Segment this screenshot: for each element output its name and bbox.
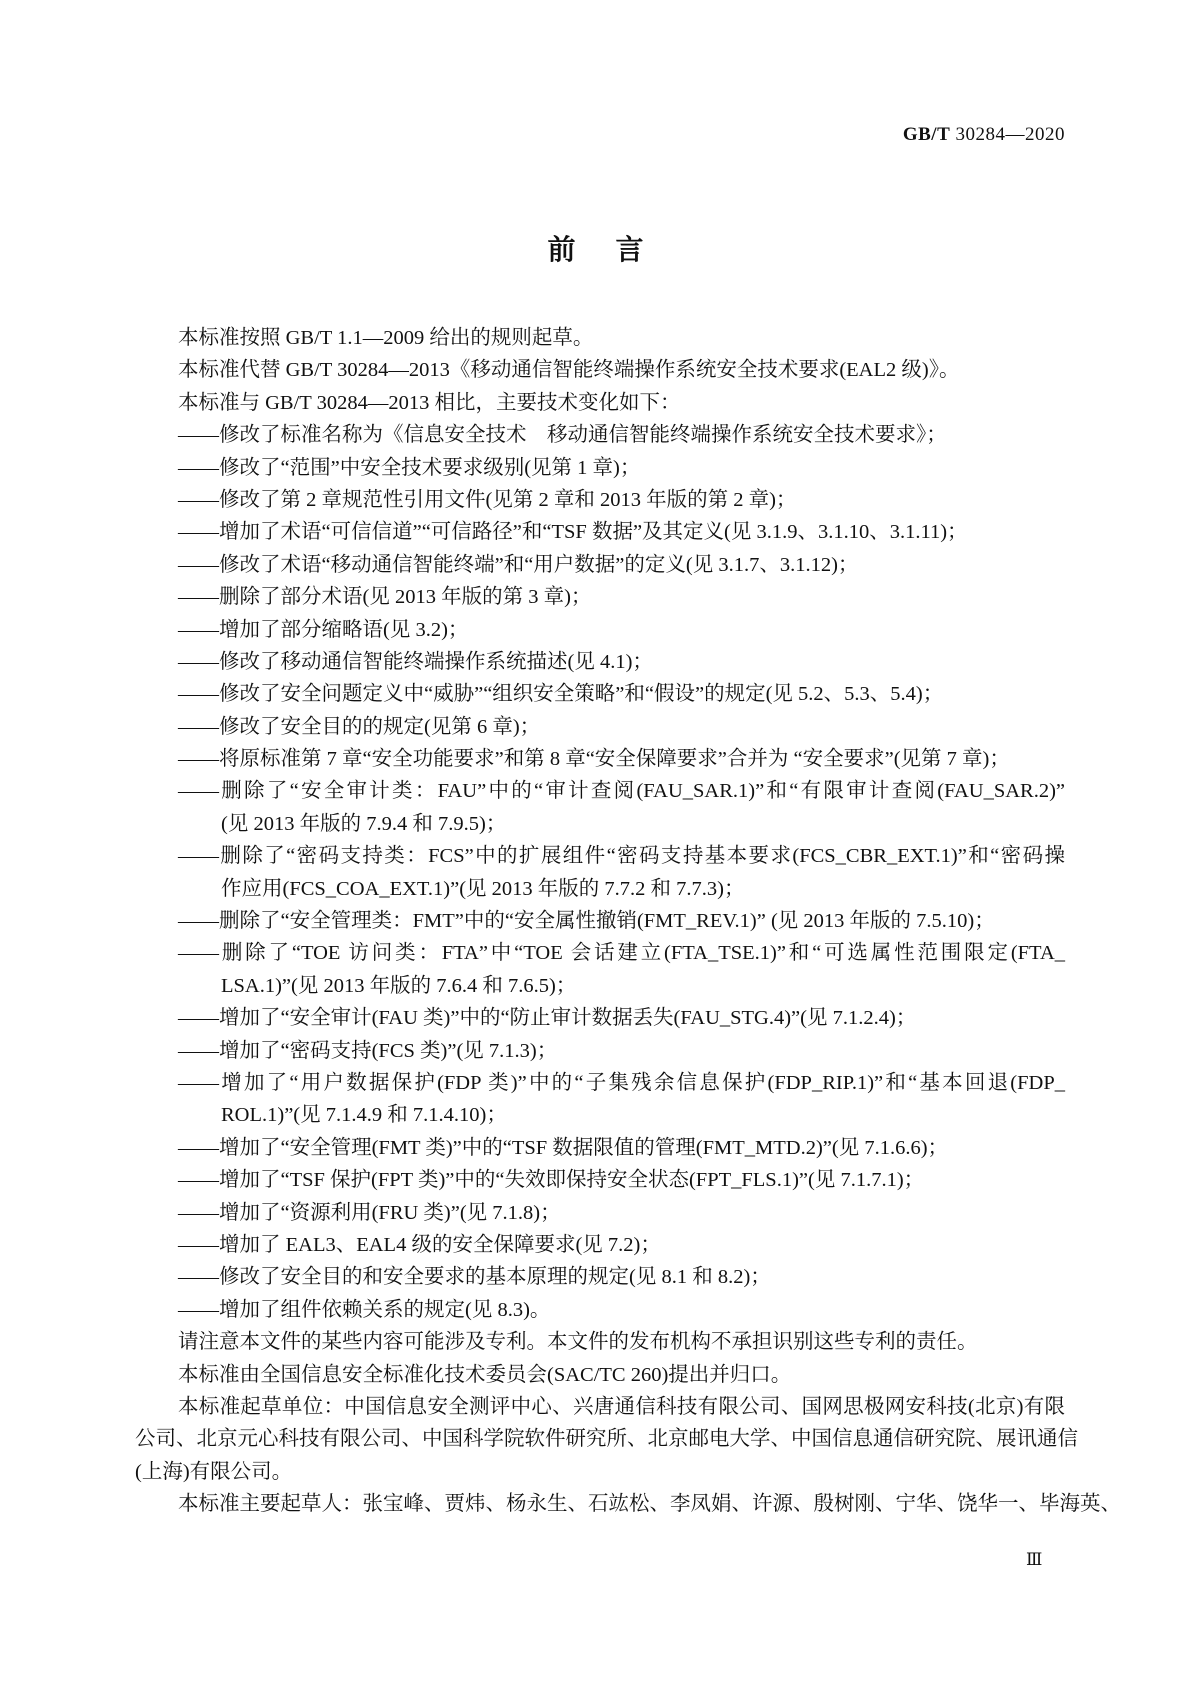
text-line: (见 2013 年版的 7.9.4 和 7.9.5)； <box>221 812 507 835</box>
text-line: ——增加了术语“可信信道”“可信路径”和“TSF 数据”及其定义(见 3.1.9、3.1.10、3.1.11)； <box>178 521 968 544</box>
change-list-item <box>135 1067 1065 1132</box>
change-list-item <box>135 840 1065 905</box>
text-line: ——增加了 EAL3、EAL4 级的安全保障要求(见 7.2)； <box>178 1233 661 1256</box>
foreword-body <box>135 322 1121 1520</box>
text-line: ——增加了“密码支持(FCS 类)”(见 7.1.3)； <box>178 1039 558 1062</box>
standard-code: GB/T <box>902 124 951 145</box>
change-list-item <box>135 484 1065 516</box>
paragraph <box>135 1391 1078 1488</box>
text-line: 请注意本文件的某些内容可能涉及专利。本文件的发布机构不承担识别这些专利的责任。 <box>178 1331 978 1354</box>
text-line: ——增加了“资源利用(FRU 类)”(见 7.1.8)； <box>178 1201 561 1224</box>
paragraph <box>135 387 1065 419</box>
change-list-item <box>135 419 1065 451</box>
change-list-item <box>135 937 1065 1002</box>
change-list-item <box>135 452 1065 484</box>
text-line: ——增加了“安全管理(FMT 类)”中的“TSF 数据限值的管理(FMT_MTD.2)”(见 7.1.6.6)； <box>178 1136 949 1159</box>
text-line: 作应用(FCS_COA_EXT.1)”(见 2013 年版的 7.7.2 和 7.7.3)； <box>221 877 745 900</box>
paragraph <box>135 1326 1065 1358</box>
change-list-item <box>135 743 1065 775</box>
text-line: ——修改了移动通信智能终端操作系统描述(见 4.1)； <box>178 650 653 673</box>
text-line: ROL.1)”(见 7.1.4.9 和 7.1.4.10)； <box>221 1104 507 1127</box>
paragraph <box>135 322 1065 354</box>
paragraph <box>135 1488 1121 1520</box>
text-line: 本标准按照 GB/T 1.1—2009 给出的规则起草。 <box>178 327 594 349</box>
change-list-item <box>135 549 1065 581</box>
change-list-item <box>135 775 1065 840</box>
standard-number-header <box>903 124 1065 146</box>
page-title: 前言 <box>547 233 684 266</box>
change-list-item <box>135 1164 1065 1196</box>
text-line: ——增加了“用户数据保护(FDP 类)”中的“子集残余信息保护(FDP_RIP.1)”和“基本回退(FDP_ <box>178 1071 1065 1094</box>
text-line: 本标准由全国信息安全标准化技术委员会(SAC/TC 260)提出并归口。 <box>178 1363 792 1386</box>
change-list-item <box>135 1261 1065 1293</box>
text-line: ——修改了安全问题定义中“威胁”“组织安全策略”和“假设”的规定(见 5.2、5.3、5.4)； <box>178 683 944 706</box>
change-list-item <box>135 1132 1065 1164</box>
text-line: 本标准起草单位：中国信息安全测评中心、兴唐通信科技有限公司、国网思极网安科技(北京)有限 <box>178 1395 1065 1418</box>
change-list-item <box>135 1197 1065 1229</box>
change-list-item <box>135 1229 1065 1261</box>
text-line: ——增加了部分缩略语(见 3.2)； <box>178 618 469 641</box>
change-list-item <box>135 1035 1065 1067</box>
page-number: Ⅲ <box>1026 1550 1043 1569</box>
text-line: ——删除了“安全管理类：FMT”中的“安全属性撤销(FMT_REV.1)” (见 2013 年版的 7.5.10)； <box>178 910 995 933</box>
text-line: ——删除了“TOE 访问类：FTA”中“TOE 会话建立(FTA_TSE.1)”和“可选属性范围限定(FTA_ <box>178 942 1065 965</box>
text-line: ——删除了“密码支持类：FCS”中的扩展组件“密码支持基本要求(FCS_CBR_EXT.1)”和“密码操 <box>178 845 1065 868</box>
change-list-item <box>135 646 1065 678</box>
change-list-item <box>135 678 1065 710</box>
text-line: ——增加了“TSF 保护(FPT 类)”中的“失效即保持安全状态(FPT_FLS.1)”(见 7.1.7.1)； <box>178 1169 925 1192</box>
text-line: ——修改了安全目的和安全要求的基本原理的规定(见 8.1 和 8.2)； <box>178 1266 771 1289</box>
text-line: 本标准与 GB/T 30284—2013 相比，主要技术变化如下： <box>178 391 681 414</box>
change-list-item <box>135 614 1065 646</box>
text-line: 公司、北京元心科技有限公司、中国科学院软件研究所、北京邮电大学、中国信息通信研究院、展讯通信 <box>135 1428 1078 1451</box>
change-list-item <box>135 1294 1065 1326</box>
text-line: ——删除了“安全审计类：FAU”中的“审计查阅(FAU_SAR.1)”和“有限审计查阅(FAU_SAR.2)” <box>178 780 1065 803</box>
text-line: ——增加了组件依赖关系的规定(见 8.3)。 <box>178 1298 551 1321</box>
text-line: ——将原标准第 7 章“安全功能要求”和第 8 章“安全保障要求”合并为 “安全要求”(见第 7 章)； <box>178 748 1010 771</box>
text-line: ——修改了安全目的的规定(见第 6 章)； <box>178 715 541 738</box>
change-list-item <box>135 581 1065 613</box>
change-list-item <box>135 516 1065 548</box>
standard-number: 30284—2020 <box>955 124 1065 145</box>
change-list-item <box>135 711 1065 743</box>
text-line: LSA.1)”(见 2013 年版的 7.6.4 和 7.6.5)； <box>221 974 577 997</box>
paragraph <box>135 354 1065 386</box>
text-line: (上海)有限公司。 <box>135 1460 293 1483</box>
text-line: ——删除了部分术语(见 2013 年版的第 3 章)； <box>178 586 592 609</box>
text-line: 本标准代替 GB/T 30284—2013《移动通信智能终端操作系统安全技术要求(EAL2 级)》。 <box>178 359 960 382</box>
text-line: ——修改了“范围”中安全技术要求级别(见第 1 章)； <box>178 456 641 479</box>
paragraph <box>135 1359 1065 1391</box>
text-line: 本标准主要起草人：张宝峰、贾炜、杨永生、石竑松、李凤娟、许源、殷树刚、宁华、饶华一、毕海英、 <box>178 1493 1121 1516</box>
change-list-item <box>135 905 1065 937</box>
text-line: ——修改了术语“移动通信智能终端”和“用户数据”的定义(见 3.1.7、3.1.12)； <box>178 553 859 576</box>
text-line: ——修改了第 2 章规范性引用文件(见第 2 章和 2013 年版的第 2 章)； <box>178 488 797 511</box>
change-list-item <box>135 1002 1065 1034</box>
text-line: ——修改了标准名称为《信息安全技术 移动通信智能终端操作系统安全技术要求》； <box>178 424 947 447</box>
text-line: ——增加了“安全审计(FAU 类)”中的“防止审计数据丢失(FAU_STG.4)”(见 7.1.2.4)； <box>178 1007 917 1030</box>
